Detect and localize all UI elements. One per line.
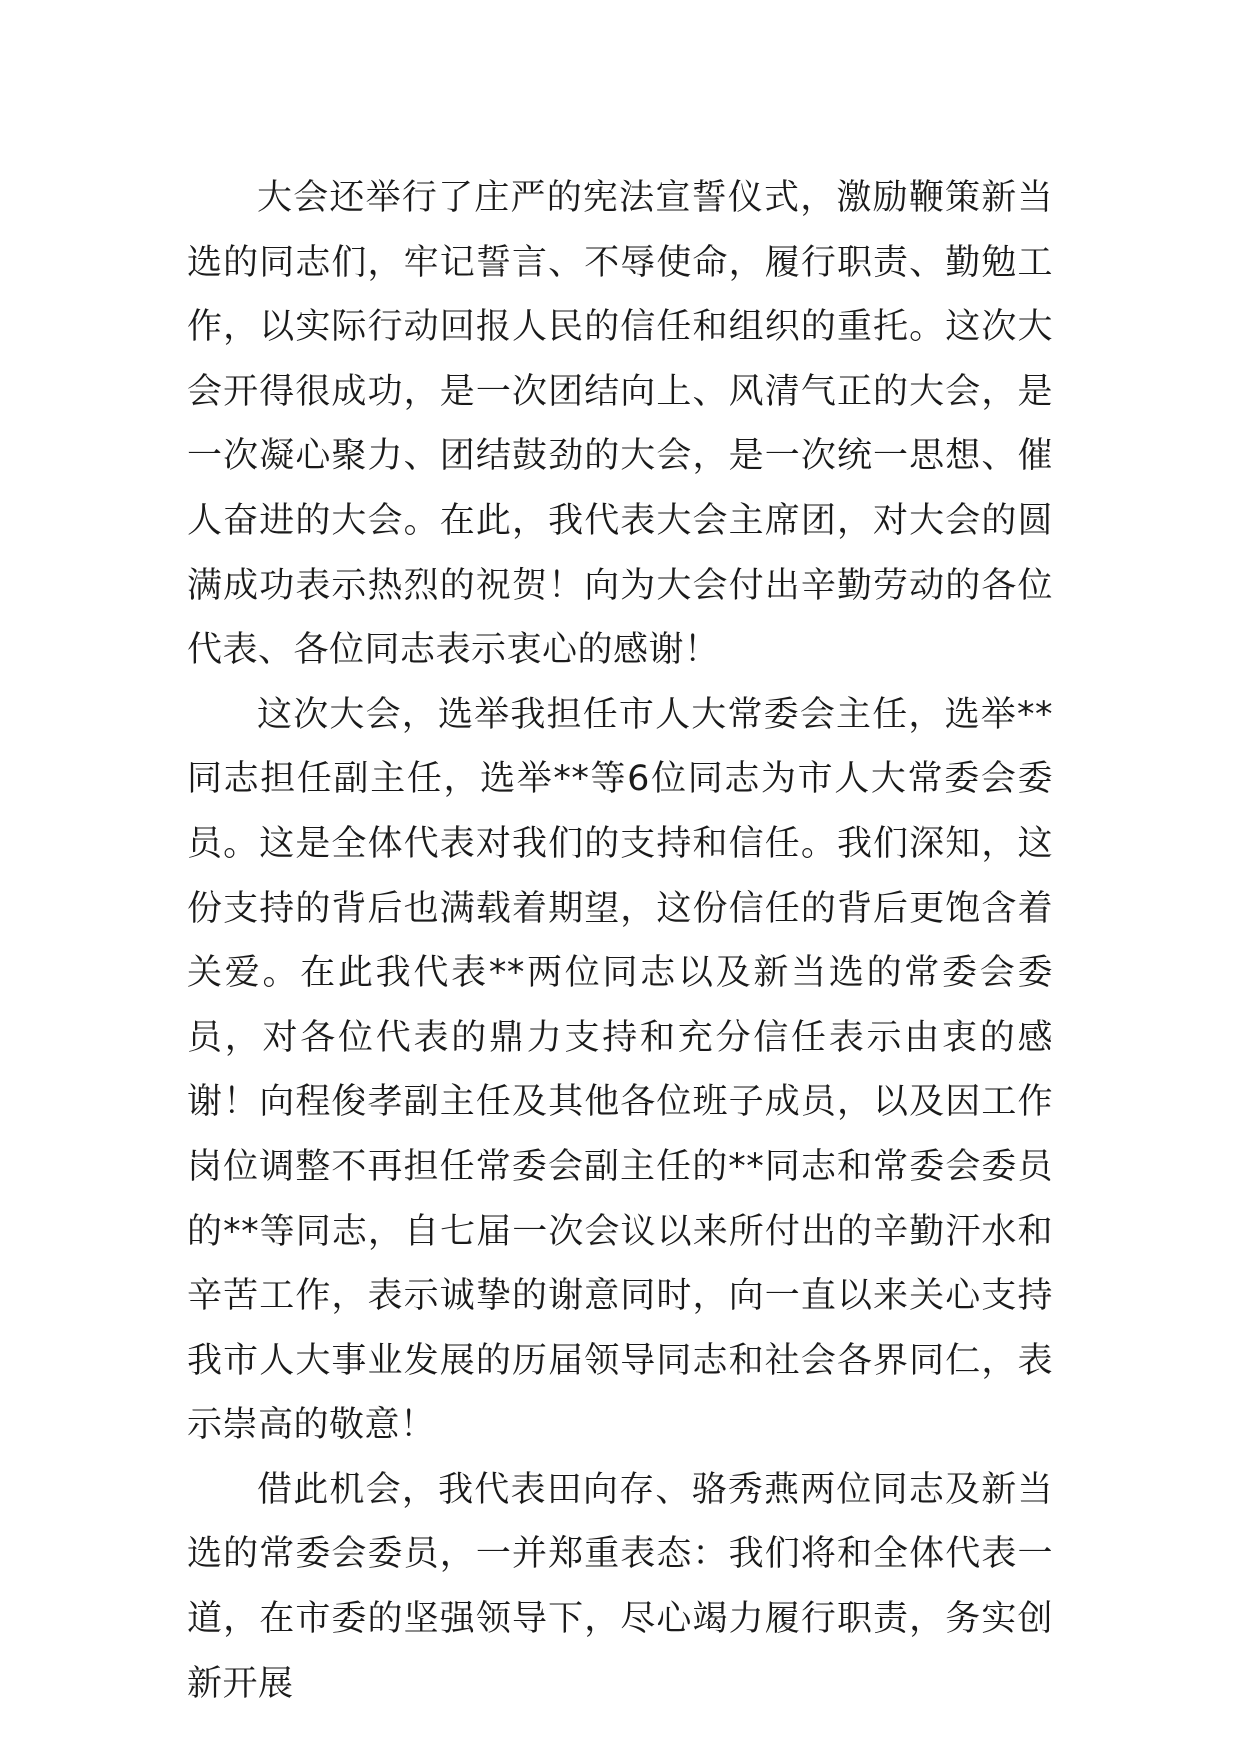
paragraph-oath-ceremony: 大会还举行了庄严的宪法宣誓仪式，激励鞭策新当选的同志们，牢记誓言、不辱使命，履行职责、勤勉工作，以实际行动回报人民的信任和组织的重托。这次大会开得很成功，是一次团结向上、风清气正的大会，是一次凝心聚力、团结鼓劲的大会，是一次统一思想、催人奋进的大会。在此，我代表大会主席团，对大会的圆满成功表示热烈的祝贺！向为大会付出辛勤劳动的各位代表、各位同志表示衷心的感谢！ (187, 178, 1053, 671)
paragraph-pledge: 借此机会，我代表田向存、骆秀燕两位同志及新当选的常委会委员，一并郑重表态：我们将和全体代表一道，在市委的坚强领导下，尽心竭力履行职责，务实创新开展 (187, 1469, 1053, 1704)
document-body (187, 166, 1053, 1716)
paragraph-election-thanks: 这次大会，选举我担任市人大常委会主任，选举**同志担任副主任，选举**等6位同志为市人大常委会委员。这是全体代表对我们的支持和信任。我们深知，这份支持的背后也满载着期望，这份信任的背后更饱含着关爱。在此我代表**两位同志以及新当选的常委会委员，对各位代表的鼎力支持和充分信任表示由衷的感谢！向程俊孝副主任及其他各位班子成员，以及因工作岗位调整不再担任常委会副主任的**同志和常委会委员的**等同志，自七届一次会议以来所付出的辛勤汗水和辛苦工作，表示诚挚的谢意同时，向一直以来关心支持我市人大事业发展的历届领导同志和社会各界同仁，表示崇高的敬意！ (187, 694, 1053, 1446)
